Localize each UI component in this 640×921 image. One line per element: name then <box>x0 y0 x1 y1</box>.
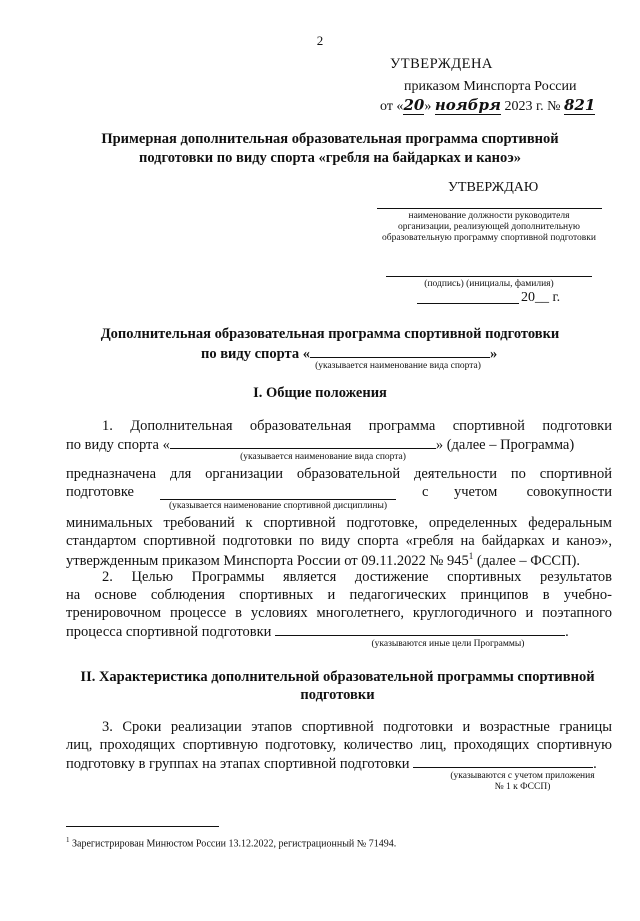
approval-date-line <box>380 96 595 115</box>
program-heading-suffix: » <box>489 346 498 362</box>
p3-line2: лиц, проходящих спортивную подготовку, количество лиц, проходящих спортивную <box>66 737 612 753</box>
p1-sport-blank <box>170 436 436 449</box>
p3-caption-2: № 1 к ФССП) <box>494 782 551 792</box>
p1-line6: стандартом спортивной подготовки по виду спорта «гребля на байдарках и каноэ», <box>66 533 612 549</box>
footnote-ref: 1 <box>468 551 474 561</box>
footnote <box>66 836 396 849</box>
approval-month: ноября <box>434 96 501 114</box>
p3-caption <box>430 771 615 793</box>
approve-position-caption <box>360 211 618 244</box>
p2-line4-prefix: процесса спортивной подготовки <box>66 624 272 640</box>
p1-discipline-blank <box>160 499 396 500</box>
approve-position-line <box>377 208 602 209</box>
program-title-line2: подготовки по виду спорта «гребля на байдарках и каноэ» <box>139 150 521 166</box>
p1-line4-b: с <box>422 484 429 500</box>
approve-caption-2: организации, реализующей дополнительную <box>398 222 580 232</box>
approval-date-prefix: от « <box>380 99 404 114</box>
p1-line1: 1. Дополнительная образовательная программа спортивной подготовки <box>102 418 612 434</box>
program-title-line1: Примерная дополнительная образовательная программа спортивной <box>101 131 559 147</box>
approval-year: 2023 г. № <box>504 99 561 114</box>
p1-line2-prefix: по виду спорта « <box>66 437 170 453</box>
approve-date-tail: 20__ г. <box>521 290 561 305</box>
p3-line3-prefix: подготовку в группах на этапах спортивной подготовки <box>66 756 410 772</box>
program-heading-line1: Дополнительная образовательная программа спортивной подготовки <box>100 326 560 342</box>
page-number: 2 <box>316 33 324 48</box>
p1-line5: минимальных требований к спортивной подготовке, определенных федеральным <box>66 515 612 531</box>
p2-line3: тренировочном процессе в условиях многолетнего, круглогодичного и поэтапного <box>66 605 612 621</box>
approval-quote-close: » <box>424 99 432 114</box>
p1-line4-a: подготовке <box>66 484 134 500</box>
program-heading-prefix: по виду спорта « <box>201 346 310 362</box>
p1-line2-suffix: » (далее – Программа) <box>435 437 575 453</box>
p1-line7-b: (далее – ФССП). <box>473 552 580 569</box>
approval-order-line: приказом Минспорта России <box>404 79 577 94</box>
p1-line4-c: учетом <box>454 484 498 500</box>
program-title <box>60 130 600 168</box>
approval-number: 821 <box>563 96 596 114</box>
approve-signature-caption: (подпись) (инициалы, фамилия) <box>424 279 554 289</box>
section2-heading <box>60 668 615 704</box>
p1-caption-sport: (указывается наименование вида спорта) <box>240 452 406 462</box>
p1-line7-a: утвержденным приказом Минспорта России от 09.11.2022 № 945 <box>66 552 469 569</box>
approve-caption-1: наименование должности руководителя <box>408 211 570 221</box>
p1-line4-d: совокупности <box>526 484 612 500</box>
p2-goals-blank <box>275 623 565 636</box>
p3-line3-suffix: . <box>593 756 597 772</box>
program-heading-caption: (указывается наименование вида спорта) <box>315 361 481 371</box>
approve-signature-line <box>386 276 592 277</box>
approve-caption-3: образовательную программу спортивной подготовки <box>381 233 596 243</box>
section2-heading-line1: II. Характеристика дополнительной образовательной программы спортивной <box>80 669 595 685</box>
section1-heading: I. Общие положения <box>253 385 387 401</box>
p2-line1: 2. Целью Программы является достижение спортивных результатов <box>102 569 612 585</box>
sport-name-blank <box>310 345 490 358</box>
section2-heading-line2: подготовки <box>300 687 375 703</box>
p2-line4-suffix: . <box>565 624 569 640</box>
p1-line3: предназначена для организации образовательной деятельности по спортивной <box>66 466 612 482</box>
p2-line2: на основе соблюдения спортивных и педагогических принципов в учебно- <box>66 587 612 603</box>
p2-caption: (указываются иные цели Программы) <box>371 639 525 649</box>
p1-line4 <box>66 484 612 502</box>
p3-groups-blank <box>413 755 593 768</box>
footnote-separator <box>66 826 219 827</box>
approve-title: УТВЕРЖДАЮ <box>448 180 539 195</box>
approve-date-line <box>417 303 519 304</box>
p1-line7 <box>66 551 580 570</box>
footnote-text: Зарегистрирован Минюстом России 13.12.2022, регистрационный № 71494. <box>69 838 397 850</box>
approval-title: УТВЕРЖДЕНА <box>390 56 493 72</box>
p3-line1: 3. Сроки реализации этапов спортивной подготовки и возрастные границы <box>102 719 612 735</box>
p1-caption-discipline: (указывается наименование спортивной дисциплины) <box>168 501 388 511</box>
p3-caption-1: (указываются с учетом приложения <box>450 771 595 781</box>
footnote-mark: 1 <box>66 836 70 844</box>
approval-day: 20 <box>403 96 425 114</box>
